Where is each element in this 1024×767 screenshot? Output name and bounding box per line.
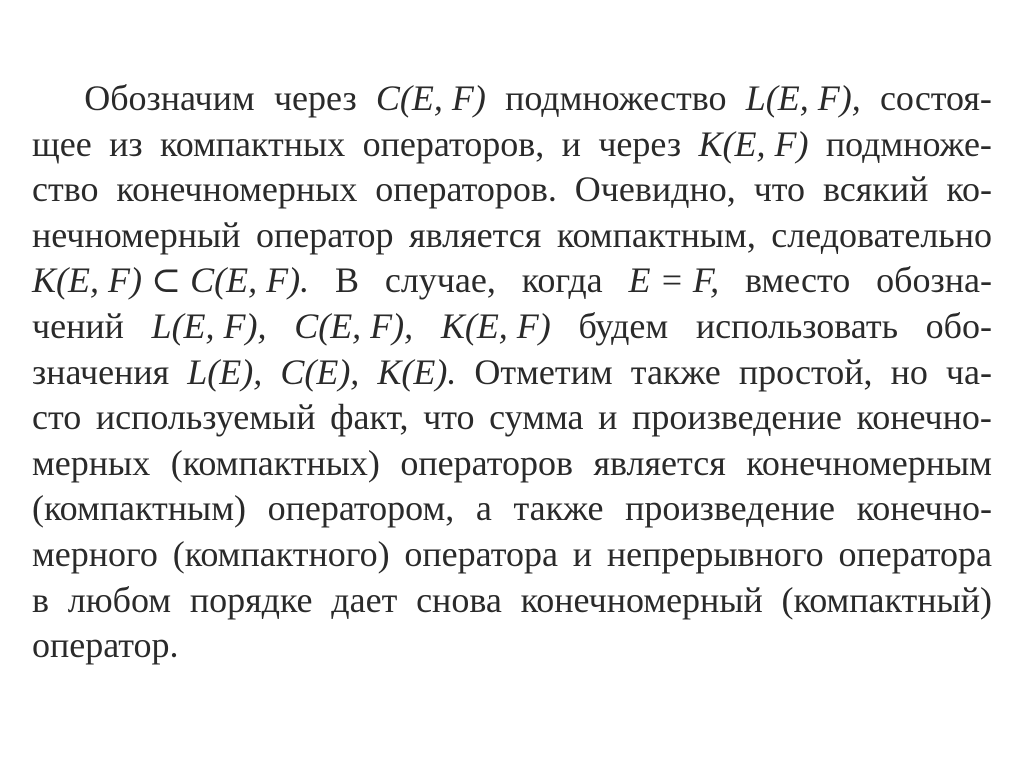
word: конечномерный xyxy=(520,579,763,620)
math-expression: C(E, F), xyxy=(294,305,414,346)
text-line xyxy=(32,76,992,122)
word: Очевидно, xyxy=(574,169,736,210)
word: и xyxy=(561,123,581,164)
word: через xyxy=(598,123,682,164)
word: конечномерных xyxy=(116,169,358,210)
text-line xyxy=(32,395,992,441)
word: оператором, xyxy=(267,488,455,529)
word: порядке xyxy=(189,579,313,620)
word: чений xyxy=(32,305,124,346)
word: операторов. xyxy=(375,169,557,210)
word: конечномерным xyxy=(746,442,992,483)
text-line xyxy=(32,167,992,213)
word: Отметим xyxy=(474,351,613,392)
word: а xyxy=(475,488,492,529)
word: обозна- xyxy=(876,260,992,301)
word: также xyxy=(513,488,604,529)
word: подмножество xyxy=(505,78,727,118)
word: ча- xyxy=(945,351,992,392)
word: (компактного) xyxy=(172,533,390,574)
text-line xyxy=(32,441,992,487)
word: произведение xyxy=(632,397,842,438)
word: (компактным) xyxy=(32,488,246,529)
word: В xyxy=(334,260,359,301)
word: будем xyxy=(578,305,669,346)
word: конечно- xyxy=(856,397,992,438)
word: случае, xyxy=(384,260,496,301)
word: простой, xyxy=(738,351,873,392)
word: щее xyxy=(32,123,92,164)
word: оператора xyxy=(838,533,992,574)
text-line xyxy=(32,623,992,669)
word: ство xyxy=(32,169,99,210)
word: вместо xyxy=(745,260,851,301)
word: следовательно xyxy=(771,214,992,255)
word: сумма xyxy=(489,397,584,438)
math-expression: K(E, F) ⊂ C(E, F). xyxy=(32,260,310,301)
word: подмноже- xyxy=(825,123,992,164)
word: компактных xyxy=(160,123,346,164)
math-expression: C(E), xyxy=(280,351,360,392)
word: и xyxy=(572,533,593,574)
text-line xyxy=(32,486,992,532)
text-line xyxy=(32,350,992,396)
word: любом xyxy=(67,579,172,620)
word: что xyxy=(753,169,806,210)
math-expression: L(E, F), xyxy=(745,78,861,118)
word: и xyxy=(598,397,618,438)
word: через xyxy=(273,78,357,118)
math-expression: L(E, F), xyxy=(151,305,267,346)
math-expression: C(E, F) xyxy=(375,78,486,118)
word: (компактных) xyxy=(170,442,380,483)
math-expression: K(E, F) xyxy=(698,123,809,164)
word: оператор. xyxy=(32,625,179,666)
word: снова xyxy=(416,579,502,620)
word: когда xyxy=(521,260,603,301)
math-expression: L(E), xyxy=(187,351,263,392)
word: всякий xyxy=(823,169,929,210)
word: мерного xyxy=(32,533,158,574)
word: оператора xyxy=(404,533,558,574)
word: нечномерный xyxy=(32,214,241,255)
word: операторов xyxy=(400,442,573,483)
word: обо- xyxy=(925,305,992,346)
paragraph-indent xyxy=(32,76,65,122)
word: (компактный) xyxy=(781,579,992,620)
text-line xyxy=(32,122,992,168)
text-line xyxy=(32,213,992,259)
word: операторов, xyxy=(362,123,545,164)
word: сто xyxy=(32,397,82,438)
word: произведение xyxy=(625,488,835,529)
word: также xyxy=(630,351,721,392)
word: компактным, xyxy=(556,214,756,255)
word: оператор xyxy=(256,214,394,255)
text-paragraph xyxy=(32,76,992,669)
word: значения xyxy=(32,351,170,392)
math-expression: K(E, F) xyxy=(440,305,551,346)
text-line xyxy=(32,578,992,624)
word: ко- xyxy=(946,169,992,210)
word: из xyxy=(109,123,143,164)
word: но xyxy=(890,351,928,392)
word: факт, xyxy=(330,397,409,438)
word: конечно- xyxy=(856,488,992,529)
word: дает xyxy=(331,579,398,620)
word: Обозначим xyxy=(84,78,255,118)
word: мерных xyxy=(32,442,151,483)
word: в xyxy=(32,579,49,620)
text-line xyxy=(32,304,992,350)
word: что xyxy=(423,397,475,438)
text-line xyxy=(32,532,992,578)
word: использовать xyxy=(695,305,899,346)
math-expression: K(E). xyxy=(377,351,457,392)
word: является xyxy=(409,214,542,255)
math-expression: E = F, xyxy=(628,260,720,301)
word: является xyxy=(593,442,726,483)
word: непрерывного xyxy=(606,533,824,574)
word: используемый xyxy=(95,397,316,438)
word: состоя- xyxy=(879,78,992,118)
text-line xyxy=(32,258,992,304)
